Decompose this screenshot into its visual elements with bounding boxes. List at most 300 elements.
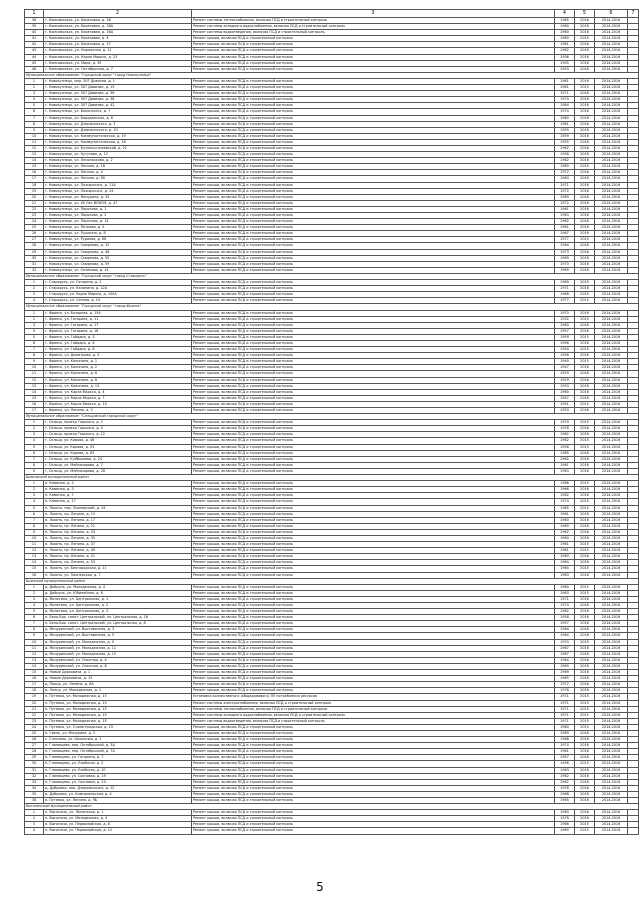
period-cell: 2014-2016 xyxy=(595,700,628,706)
row-number: 10 xyxy=(25,639,44,645)
work-type-cell: Ремонт крыши, включая ПСД и строительный контроль xyxy=(192,468,555,474)
period-cell: 2014-2016 xyxy=(595,133,628,139)
period-cell: 2014-2016 xyxy=(595,408,628,414)
period-cell: 2014-2016 xyxy=(595,749,628,755)
row-number: 3 xyxy=(25,822,44,828)
row-number: 25 xyxy=(25,730,44,736)
address-cell: г. Фрянск, ул. Калинина, д. 2 xyxy=(44,365,192,371)
build-year-cell: 1958 xyxy=(555,615,575,621)
period-cell: 2014-2016 xyxy=(595,158,628,164)
build-year-cell: 1967 xyxy=(555,645,575,651)
work-type-cell: Ремонт крыши, включая ПСД и строительный контроль xyxy=(192,590,555,596)
work-type-cell: Ремонт крыши, включая ПСД и строительный контроль xyxy=(192,60,555,66)
build-year-cell: 1961 xyxy=(555,206,575,212)
work-type-cell: Ремонт крыши, включая ПСД и строительный контроль xyxy=(192,371,555,377)
build-year-cell: 1971 xyxy=(555,718,575,724)
period-cell: 2014-2016 xyxy=(595,91,628,97)
period-cell: 2014-2016 xyxy=(595,237,628,243)
row-number: 12 xyxy=(25,377,44,383)
period-cell: 2014-2016 xyxy=(595,688,628,694)
start-year-cell: 2016 xyxy=(575,603,595,609)
work-type-cell: Ремонт крыши, включая ПСД и строительный контроль xyxy=(192,328,555,334)
period-cell: 2014-2016 xyxy=(595,249,628,255)
period-cell: 2014-2016 xyxy=(595,682,628,688)
period-cell: 2014-2016 xyxy=(595,420,628,426)
address-cell: г. Старорусь, ул. Гагарина, д. 2 xyxy=(44,280,192,286)
row-number: 2 xyxy=(25,426,44,432)
start-year-cell: 2016 xyxy=(575,517,595,523)
period-cell: 2014-2016 xyxy=(595,121,628,127)
period-cell: 2014-2016 xyxy=(595,432,628,438)
start-year-cell: 2015 xyxy=(575,584,595,590)
period-cell: 2014-2016 xyxy=(595,609,628,615)
start-year-cell: 2016 xyxy=(575,663,595,669)
row-number: 28 xyxy=(25,243,44,249)
address-cell: г. Новокузнецк, ул. Ленина, д. 4 xyxy=(44,170,192,176)
work-type-cell: Ремонт крыши, включая ПСД и строительный контроль xyxy=(192,505,555,511)
row-number: 15 xyxy=(25,566,44,572)
period-cell: 2014-2016 xyxy=(595,462,628,468)
build-year-cell: 1957 xyxy=(555,328,575,334)
work-type-cell: Ремонт крыши, включая ПСД и строительный контроль xyxy=(192,737,555,743)
build-year-cell: 1980 xyxy=(555,724,575,730)
address-cell: д. Дубровка, пер. Дзержинского, д. 12 xyxy=(44,785,192,791)
row-number: 9 xyxy=(25,127,44,133)
address-cell: г. Фрянск, ул. Карла Маркса, д. 7 xyxy=(44,395,192,401)
row-number: 1 xyxy=(25,420,44,426)
start-year-cell: 2016 xyxy=(575,261,595,267)
build-year-cell: 1974 xyxy=(555,743,575,749)
build-year-cell: 1977 xyxy=(555,298,575,304)
address-cell: г. Комсомольск, ул. Карла Маркса, д. 23 xyxy=(44,54,192,60)
row-number: 13 xyxy=(25,657,44,663)
row-number: 42 xyxy=(25,42,44,48)
work-type-cell: Ремонт крыши, включая ПСД и строительный контроль xyxy=(192,243,555,249)
period-cell: 2014-2016 xyxy=(595,505,628,511)
build-year-cell: 1964 xyxy=(555,633,575,639)
work-type-cell: Ремонт крыши, включая ПСД и строительный контроль xyxy=(192,609,555,615)
period-cell: 2014-2016 xyxy=(595,706,628,712)
build-year-cell: 1962 xyxy=(555,432,575,438)
period-cell: 2014-2016 xyxy=(595,755,628,761)
start-year-cell: 2016 xyxy=(575,152,595,158)
row-number: 17 xyxy=(25,682,44,688)
build-year-cell: 1971 xyxy=(555,91,575,97)
row-number: 22 xyxy=(25,712,44,718)
period-cell: 2014-2016 xyxy=(595,737,628,743)
build-year-cell: 1957 xyxy=(555,621,575,627)
address-cell: г. Новокузнецк, ул. Дзержинского, д. 3 xyxy=(44,121,192,127)
work-type-cell: Ремонт крыши, включая ПСД и строительный контроль xyxy=(192,334,555,340)
start-year-cell: 2015 xyxy=(575,639,595,645)
period-cell: 2014-2016 xyxy=(595,24,628,30)
address-cell: г. Сельцо, ул. Кирова, д. 53 xyxy=(44,444,192,450)
address-cell: г. Новокузнецк, ул. Бородинская, д. 6 xyxy=(44,115,192,121)
row-number: 11 xyxy=(25,645,44,651)
start-year-cell: 2016 xyxy=(575,730,595,736)
work-type-cell: Ремонт крыши, включая ПСД и строительный контроль xyxy=(192,85,555,91)
row-number: 12 xyxy=(25,651,44,657)
period-cell: 2014-2016 xyxy=(595,85,628,91)
build-year-cell: 1982 xyxy=(555,609,575,615)
work-type-cell: Ремонт крыши, включая ПСД и строительный контроль xyxy=(192,724,555,730)
start-year-cell: 2016 xyxy=(575,103,595,109)
address-cell: п. Путевка, ул. Молодежная, д. 15 xyxy=(44,706,192,712)
work-type-cell: Ремонт крыши, включая ПСД и строительный контроль xyxy=(192,572,555,578)
build-year-cell: 1974 xyxy=(555,639,575,645)
work-type-cell: Ремонт крыши, включая ПСД и строительный контроль xyxy=(192,310,555,316)
address-cell: п. Выгоничи, ул. Первомайская, д. 8 xyxy=(44,822,192,828)
start-year-cell: 2016 xyxy=(575,158,595,164)
work-type-cell: Ремонт крыши, включая ПСД и строительный контроль xyxy=(192,791,555,797)
row-number: 40 xyxy=(25,30,44,36)
build-year-cell: 1961 xyxy=(555,749,575,755)
address-cell: г. Комсомольск, ул. Березовая, д. 38А xyxy=(44,24,192,30)
row-number: 1 xyxy=(25,310,44,316)
start-year-cell: 2016 xyxy=(575,97,595,103)
period-cell: 2014-2016 xyxy=(595,529,628,535)
work-type-cell: Ремонт крыши, включая ПСД и строительный контроль xyxy=(192,340,555,346)
start-year-cell: 2015 xyxy=(575,280,595,286)
address-cell: д. Мичуринский, ул. Выставочная, д. 5 xyxy=(44,633,192,639)
header-col-4: 4 xyxy=(555,10,575,18)
period-cell: 2014-2016 xyxy=(595,298,628,304)
row-number: 17 xyxy=(25,408,44,414)
work-type-cell: Ремонт крыши, включая ПСД и строительный контроль xyxy=(192,347,555,353)
work-type-cell: Ремонт крыши, включая ПСД и строительный контроль xyxy=(192,493,555,499)
work-type-cell: Ремонт крыши, включая ПСД и строительный контроль xyxy=(192,48,555,54)
period-cell: 2014-2016 xyxy=(595,152,628,158)
row-number: 8 xyxy=(25,121,44,127)
build-year-cell: 1984 xyxy=(555,584,575,590)
address-cell: г. Новокузнецк, ул. Смирнова, д. 55 xyxy=(44,255,192,261)
period-cell: 2014-2016 xyxy=(595,127,628,133)
period-cell: 2014-2016 xyxy=(595,292,628,298)
start-year-cell: 2015 xyxy=(575,828,595,834)
address-cell: г. Новокузнецк, ул. Пожарского, д. 24 xyxy=(44,188,192,194)
address-cell: г. Новокузнецк, ул. 307 Дивизии, д. 38 xyxy=(44,97,192,103)
address-cell: п. Каменка, д. 7 xyxy=(44,493,192,499)
start-year-cell: 2016 xyxy=(575,66,595,72)
work-type-cell: Ремонт крыши, включая ПСД и строительный контроль xyxy=(192,164,555,170)
build-year-cell: 1969 xyxy=(555,663,575,669)
period-cell: 2014-2016 xyxy=(595,627,628,633)
work-type-cell: Ремонт крыши, включая ПСД и строительный контроль xyxy=(192,158,555,164)
start-year-cell: 2015 xyxy=(575,499,595,505)
work-type-cell: Ремонт крыши, включая ПСД и строительный контроль xyxy=(192,133,555,139)
start-year-cell: 2015 xyxy=(575,85,595,91)
address-cell: г. Новокузнецк, ул. Лесопаркова, д. 2 xyxy=(44,158,192,164)
build-year-cell: 1953 xyxy=(555,383,575,389)
address-cell: д. Добрунь, ул. Молодежная, д. 4 xyxy=(44,584,192,590)
work-type-cell: Ремонт крыши, включая ПСД и строительный контроль xyxy=(192,36,555,42)
work-type-cell: Ремонт крыши, включая ПСД и строительный контроль xyxy=(192,517,555,523)
work-type-cell: Ремонт крыши, включая ПСД и строительный контроль xyxy=(192,267,555,273)
address-cell: г. Фрянск, ул. Гайдара, д. 8 xyxy=(44,347,192,353)
work-type-cell: Ремонт крыши, включая ПСД и строительный контроль xyxy=(192,755,555,761)
build-year-cell: 1970 xyxy=(555,499,575,505)
start-year-cell: 2016 xyxy=(575,170,595,176)
period-cell: 2014-2016 xyxy=(595,791,628,797)
period-cell: 2014-2016 xyxy=(595,657,628,663)
start-year-cell: 2016 xyxy=(575,30,595,36)
work-type-cell: Ремонт крыши, включая ПСД и строительный контроль xyxy=(192,773,555,779)
work-type-cell: Ремонт крыши, включая ПСД и строительный контроль xyxy=(192,292,555,298)
build-year-cell: 1959 xyxy=(555,334,575,340)
address-cell: п. Каменка, д. 2 xyxy=(44,481,192,487)
address-cell: г. Фрянск, ул. Калинина, д. 1 xyxy=(44,359,192,365)
address-cell: п. Путевка, ул. Молодежная, д. 15 xyxy=(44,718,192,724)
period-cell: 2014-2016 xyxy=(595,444,628,450)
row-number: 5 xyxy=(25,103,44,109)
period-cell: 2014-2016 xyxy=(595,48,628,54)
row-number: 9 xyxy=(25,529,44,535)
row-number: 27 xyxy=(25,237,44,243)
work-type-cell: Ремонт крыши, включая ПСД и строительный контроль xyxy=(192,377,555,383)
work-type-cell: Ремонт системы водоотведения, включая ПСД и строительный контроль xyxy=(192,718,555,724)
start-year-cell: 2016 xyxy=(575,749,595,755)
row-number: 7 xyxy=(25,517,44,523)
work-type-cell: Ремонт крыши, включая ПСД и строительный контроль xyxy=(192,535,555,541)
start-year-cell: 2016 xyxy=(575,529,595,535)
period-cell: 2014-2016 xyxy=(595,261,628,267)
start-year-cell: 2015 xyxy=(575,347,595,353)
start-year-cell: 2016 xyxy=(575,255,595,261)
period-cell: 2014-2016 xyxy=(595,176,628,182)
build-year-cell: 1947 xyxy=(555,365,575,371)
start-year-cell: 2015 xyxy=(575,761,595,767)
address-cell: г. Новокузнецк, ул. Пожарского, д. 11А xyxy=(44,182,192,188)
build-year-cell: 1969 xyxy=(555,670,575,676)
work-type-cell: Ремонт крыши, включая ПСД и строительный контроль xyxy=(192,261,555,267)
work-type-cell: Ремонт крыши, включая ПСД и строительный контроль xyxy=(192,456,555,462)
start-year-cell: 2015 xyxy=(575,548,595,554)
period-cell: 2014-2016 xyxy=(595,798,628,804)
start-year-cell: 2016 xyxy=(575,365,595,371)
work-type-cell: Ремонт крыши, включая ПСД и строительный контроль xyxy=(192,219,555,225)
period-cell: 2014-2016 xyxy=(595,328,628,334)
build-year-cell: 1968 xyxy=(555,292,575,298)
start-year-cell: 2016 xyxy=(575,328,595,334)
row-number: 39 xyxy=(25,24,44,30)
period-cell: 2014-2016 xyxy=(595,718,628,724)
build-year-cell: 1971 xyxy=(555,286,575,292)
period-cell: 2014-2016 xyxy=(595,554,628,560)
start-year-cell: 2016 xyxy=(575,657,595,663)
build-year-cell: 1962 xyxy=(555,219,575,225)
address-cell: г. Новокузнецк, ул. Пирогова, д. 2 xyxy=(44,213,192,219)
address-cell: п. Локоть, пер. Пионерский, д. 34 xyxy=(44,505,192,511)
start-year-cell: 2016 xyxy=(575,340,595,346)
period-cell: 2014-2016 xyxy=(595,164,628,170)
address-cell: г. Комсомольск, ул. Березовая, д. 38 xyxy=(44,18,192,24)
work-type-cell: Ремонт крыши, включая ПСД и строительный контроль xyxy=(192,66,555,72)
work-type-cell: Ремонт крыши, включая ПСД и строительный контроль xyxy=(192,286,555,292)
header-col-2: 2 xyxy=(44,10,192,18)
period-cell: 2014-2016 xyxy=(595,767,628,773)
period-cell: 2014-2016 xyxy=(595,542,628,548)
scanned-document-page xyxy=(24,9,635,835)
period-cell: 2014-2016 xyxy=(595,115,628,121)
start-year-cell: 2015 xyxy=(575,237,595,243)
work-type-cell: Ремонт крыши, включая ПСД и строительный контроль xyxy=(192,651,555,657)
start-year-cell: 2015 xyxy=(575,444,595,450)
address-cell: г. Новокузнецк, ул. Мичурина, д. 35 xyxy=(44,194,192,200)
address-cell: г. Новокузнецк, мкр. 307 Дивизии, д. 1 xyxy=(44,78,192,84)
build-year-cell: 1961 xyxy=(555,42,575,48)
work-type-cell: Ремонт крыши, включая ПСД и строительный контроль xyxy=(192,749,555,755)
build-year-cell: 1961 xyxy=(555,462,575,468)
address-cell: г. Фрянск, ул. Калинина, д. 6 xyxy=(44,371,192,377)
address-cell: д. Мичуринский, ул. Опытная, д. 8 xyxy=(44,663,192,669)
period-cell: 2014-2016 xyxy=(595,145,628,151)
page-number: 5 xyxy=(316,880,324,894)
work-type-cell: Ремонт крыши, включая ПСД и строительный контроль xyxy=(192,603,555,609)
period-cell: 2014-2016 xyxy=(595,456,628,462)
build-year-cell: 1971 xyxy=(555,700,575,706)
start-year-cell: 2015 xyxy=(575,438,595,444)
build-year-cell: 1960 xyxy=(555,36,575,42)
work-type-cell: Ремонт крыши, включая ПСД и строительный контроль xyxy=(192,97,555,103)
address-cell: г. Фрянск, ул. Карла Маркса, д. 10 xyxy=(44,401,192,407)
work-type-cell: Ремонт системы водоотведения, включая ПСД и строительный контроль xyxy=(192,30,555,36)
work-type-cell: Ремонт крыши, включая ПСД и строительный контроль xyxy=(192,542,555,548)
period-cell: 2014-2016 xyxy=(595,724,628,730)
row-number: 29 xyxy=(25,249,44,255)
start-year-cell: 2016 xyxy=(575,377,595,383)
start-year-cell: 2015 xyxy=(575,334,595,340)
period-cell: 2014-2016 xyxy=(595,255,628,261)
address-cell: п. Глинищево, ул. Сосновая, д. 19 xyxy=(44,773,192,779)
work-type-cell: Ремонт крыши, включая ПСД и строительный контроль xyxy=(192,688,555,694)
build-year-cell: 1964 xyxy=(555,560,575,566)
row-number: 15 xyxy=(25,670,44,676)
period-cell: 2014-2016 xyxy=(595,584,628,590)
address-cell: г. Фрянск, ул. Димитрова, д. 5 xyxy=(44,353,192,359)
period-cell: 2014-2016 xyxy=(595,267,628,273)
section-title: Муниципальное образование: "Городской округ "город Старорусь" xyxy=(25,273,639,279)
work-type-cell: Ремонт крыши, включая ПСД и строительный контроль xyxy=(192,322,555,328)
address-cell: п. Путевка, ул. Ленина, д. 9Б xyxy=(44,798,192,804)
period-cell: 2014-2016 xyxy=(595,213,628,219)
build-year-cell: 1965 xyxy=(555,798,575,804)
row-number: 3 xyxy=(25,493,44,499)
build-year-cell: 1976 xyxy=(555,688,575,694)
build-year-cell: 1960 xyxy=(555,322,575,328)
period-cell: 2014-2016 xyxy=(595,694,628,700)
period-cell: 2014-2016 xyxy=(595,633,628,639)
address-cell: г. Комсомольск, ул. Октябрьская, д. 7 xyxy=(44,66,192,72)
period-cell: 2014-2016 xyxy=(595,359,628,365)
row-number: 11 xyxy=(25,139,44,145)
work-type-cell: Ремонт крыши, включая ПСД и строительный контроль xyxy=(192,633,555,639)
period-cell: 2014-2016 xyxy=(595,712,628,718)
address-cell: г. Сельцо, ул. Мейпазарова, д. 7 xyxy=(44,462,192,468)
row-number: 4 xyxy=(25,603,44,609)
work-type-cell: Ремонт крыши, включая ПСД и строительный контроль xyxy=(192,657,555,663)
start-year-cell: 2016 xyxy=(575,267,595,273)
row-number: 12 xyxy=(25,145,44,151)
address-cell: г. Старорусь, ул. Карла Маркса, д. 100А xyxy=(44,292,192,298)
row-number: 18 xyxy=(25,182,44,188)
period-cell: 2014-2016 xyxy=(595,322,628,328)
build-year-cell: 1960 xyxy=(555,517,575,523)
period-cell: 2014-2016 xyxy=(595,139,628,145)
start-year-cell: 2016 xyxy=(575,651,595,657)
period-cell: 2014-2016 xyxy=(595,548,628,554)
start-year-cell: 2015 xyxy=(575,401,595,407)
period-cell: 2014-2016 xyxy=(595,225,628,231)
address-cell: п. Локоть, пр. Ленина, д. 37 xyxy=(44,542,192,548)
row-number: 4 xyxy=(25,298,44,304)
row-number: 45 xyxy=(25,60,44,66)
start-year-cell: 2016 xyxy=(575,596,595,602)
period-cell: 2014-2016 xyxy=(595,280,628,286)
start-year-cell: 2016 xyxy=(575,42,595,48)
start-year-cell: 2016 xyxy=(575,219,595,225)
address-cell: п. Глинищево, ул. Гагарина, д. 7 xyxy=(44,755,192,761)
period-cell: 2014-2016 xyxy=(595,182,628,188)
address-cell: г. Новокузнецк, ул. Смирнова, д. 15 xyxy=(44,243,192,249)
work-type-cell: Ремонт крыши, включая ПСД и строительный контроль xyxy=(192,682,555,688)
period-cell: 2014-2016 xyxy=(595,18,628,24)
address-cell: п. Локоть, пр. Ленина, д. 51 xyxy=(44,554,192,560)
address-cell: п. Выгоничи, ул. Ленинская, д. 1 xyxy=(44,810,192,816)
work-type-cell: Ремонт крыши, включая ПСД и строительный контроль xyxy=(192,176,555,182)
build-year-cell: 1967 xyxy=(555,651,575,657)
start-year-cell: 2016 xyxy=(575,60,595,66)
start-year-cell: 2016 xyxy=(575,523,595,529)
row-number: 6 xyxy=(25,340,44,346)
row-number: 7 xyxy=(25,115,44,121)
row-number: 5 xyxy=(25,609,44,615)
address-cell: г. Новокузнецк, ул. Ленина, д. 18 xyxy=(44,164,192,170)
build-year-cell: 1969 xyxy=(555,280,575,286)
row-number: 35 xyxy=(25,791,44,797)
build-year-cell: 1960 xyxy=(555,115,575,121)
address-cell: п. Локоть, пр. Ленина, д. 15 xyxy=(44,511,192,517)
period-cell: 2014-2016 xyxy=(595,560,628,566)
address-cell: г. Новокузнецк, ул. 307 Дивизии, д. 36 xyxy=(44,91,192,97)
period-cell: 2014-2016 xyxy=(595,340,628,346)
period-cell: 2014-2016 xyxy=(595,188,628,194)
row-number: 24 xyxy=(25,219,44,225)
start-year-cell: 2016 xyxy=(575,286,595,292)
row-number: 41 xyxy=(25,36,44,42)
work-type-cell: Ремонт крыши, включая ПСД и строительный контроль xyxy=(192,395,555,401)
row-number: 26 xyxy=(25,737,44,743)
work-type-cell: Ремонт крыши, включая ПСД и строительный контроль xyxy=(192,615,555,621)
row-number: 4 xyxy=(25,97,44,103)
row-number: 1 xyxy=(25,584,44,590)
start-year-cell: 2016 xyxy=(575,182,595,188)
start-year-cell: 2015 xyxy=(575,316,595,322)
work-type-cell: Ремонт крыши, включая ПСД и строительный контроль xyxy=(192,420,555,426)
build-year-cell: 1960 xyxy=(555,30,575,36)
row-number: 13 xyxy=(25,383,44,389)
row-number: 4 xyxy=(25,499,44,505)
start-year-cell: 2015 xyxy=(575,566,595,572)
header-col-1: 1 xyxy=(25,10,44,18)
period-cell: 2014-2016 xyxy=(595,286,628,292)
section-title: Муниципальное образование: "Сельцовский городской округ" xyxy=(25,414,639,420)
start-year-cell: 2015 xyxy=(575,706,595,712)
period-cell: 2014-2016 xyxy=(595,30,628,36)
work-type-cell: Ремонт крыши, включая ПСД и строительный контроль xyxy=(192,78,555,84)
period-cell: 2014-2016 xyxy=(595,206,628,212)
address-cell: г. Сельцо, проезд Горького, д. 2 xyxy=(44,420,192,426)
work-type-cell: Ремонт крыши, включая ПСД и строительный контроль xyxy=(192,359,555,365)
